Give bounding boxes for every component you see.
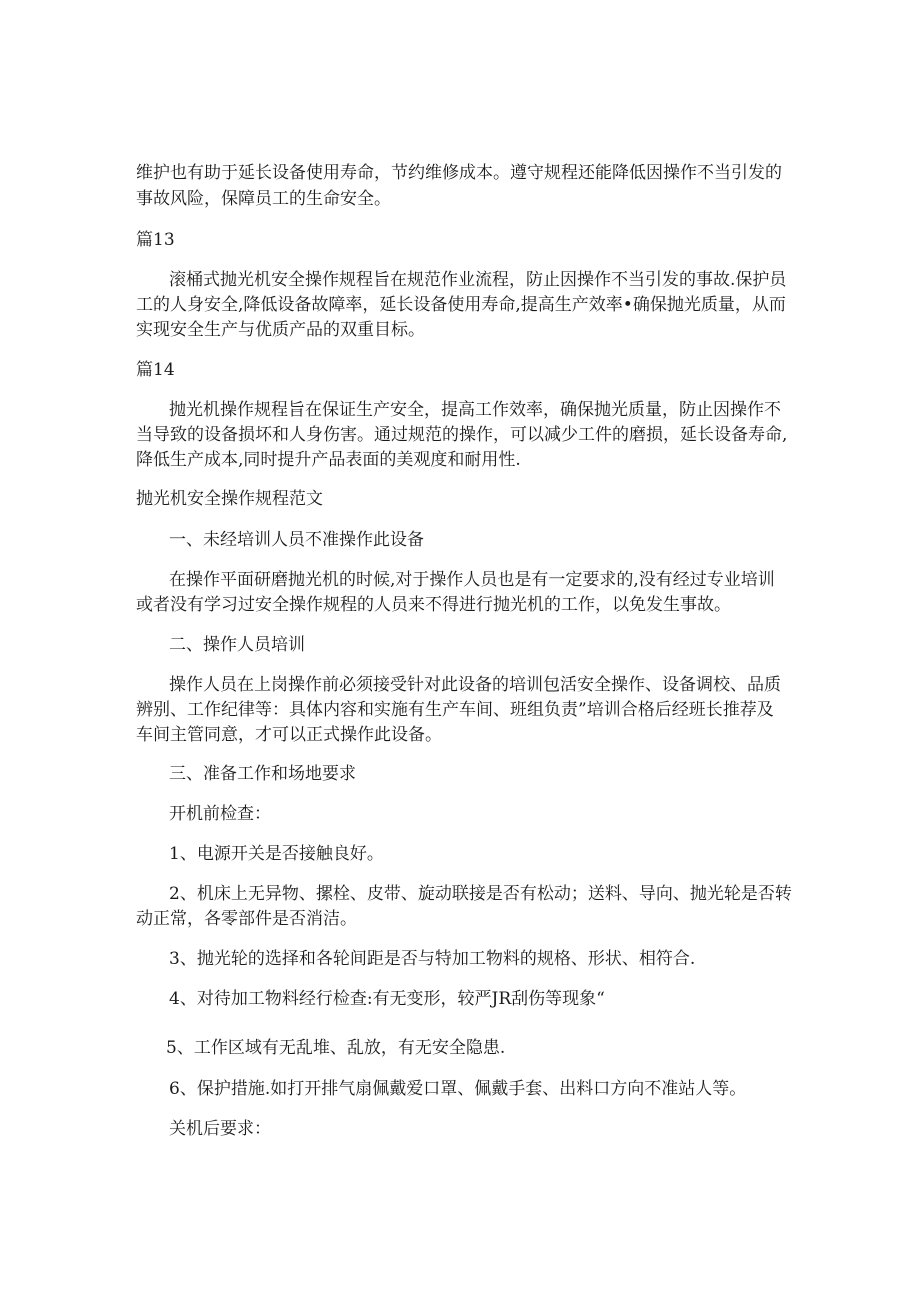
paragraph-1-line-1: 维护也有助于延长设备使用寿命，节约维修成本。遵守规程还能降低因操作不当引发的 (136, 163, 782, 183)
check-item-4: 4、对待加工物料经行检查:有无变形，较严JR刮伤等现象“ (169, 989, 605, 1009)
paragraph-5-line-2: 辨别、工作纪律等：具体内容和实施有生产车间、班组负责”培训合格后经班长推荐及 (136, 700, 774, 720)
section-heading-2: 二、操作人员培训 (169, 635, 305, 655)
check-item-5: 5、工作区域有无乱堆、乱放，有无安全隐患. (166, 1038, 506, 1058)
check-item-6: 6、保护措施.如打开排气扇佩戴爱口罩、佩戴手套、出料口方向不准站人等。 (169, 1079, 747, 1099)
check-item-1: 1、电源开关是否接触良好。 (169, 844, 384, 864)
paragraph-5-line-1: 操作人员在上岗操作前必须接受针对此设备的培训包活安全操作、设备调校、品质 (169, 675, 781, 695)
paragraph-3-line-1: 抛光机操作规程旨在保证生产安全，提高工作效率，确保抛光质量，防止因操作不 (169, 400, 781, 420)
paragraph-4-line-1: 在操作平面研磨抛光机的时候,对于操作人员也是有一定要求的,没有经过专业培训 (169, 570, 775, 590)
check-item-3: 3、抛光轮的选择和各轮间距是否与特加工物料的规格、形状、相符合. (169, 949, 696, 969)
paragraph-5-line-3: 车间主管同意，才可以正式操作此设备。 (136, 725, 442, 745)
paragraph-3-line-3: 降低生产成本,同时提升产品表面的美观度和耐用性. (136, 450, 521, 470)
check-item-2-line-2: 动正常，各零部件是否消洁。 (136, 909, 357, 929)
paragraph-2-line-2: 工的人身安全,降低设备故障率，延长设备使用寿命,提高生产效率•确保抛光质量，从而 (136, 295, 786, 315)
document-title: 抛光机安全操作规程范文 (136, 489, 323, 509)
paragraph-3-line-2: 当导致的设备损坏和人身伤害。通过规范的操作，可以减少工件的磨损，延长设备寿命, (136, 425, 788, 445)
section-heading-1: 一、未经培训人员不准操作此设备 (169, 530, 424, 550)
paragraph-4-line-2: 或者没有学习过安全操作规程的人员来不得进行抛光机的工作，以免发生事故。 (136, 595, 731, 615)
paragraph-2-line-1: 滚桶式抛光机安全操作规程旨在规范作业流程，防止因操作不当引发的事故.保护员 (169, 270, 787, 290)
heading-pian-13: 篇13 (136, 230, 175, 250)
check-item-2-line-1: 2、机床上无异物、摞栓、皮带、旋动联接是否有松动；送料、导向、抛光轮是否转 (169, 884, 792, 904)
section-heading-3: 三、准备工作和场地要求 (169, 764, 356, 784)
heading-pian-14: 篇14 (136, 360, 175, 380)
paragraph-2-line-3: 实现安全生产与优质产品的双重目标。 (136, 320, 425, 340)
pre-start-check-label: 开机前检查： (169, 804, 271, 824)
post-shutdown-label: 关机后要求： (169, 1119, 271, 1139)
paragraph-1-line-2: 事故风险，保障员工的生命安全。 (136, 189, 391, 209)
